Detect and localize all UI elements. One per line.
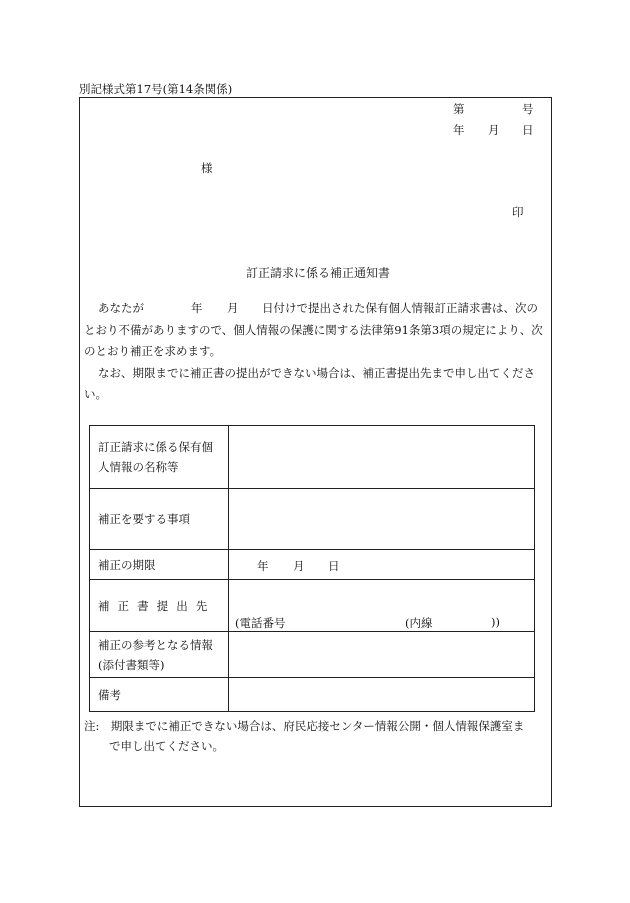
date-year: 年	[453, 123, 465, 137]
table-row	[90, 550, 535, 580]
remarks-field[interactable]	[229, 678, 535, 712]
row-label-reference-info	[90, 632, 229, 678]
extension-label: (内線	[405, 616, 433, 630]
deadline-month: 月	[293, 559, 305, 573]
submit-to-field[interactable]	[229, 580, 535, 632]
body-line-3: のとおり補正を求めます。	[84, 344, 222, 358]
doc-number-suffix: 号	[522, 102, 534, 116]
body-line-1-month: 月	[227, 301, 239, 315]
row-label-record-name-line2: 人情報の名称等	[98, 460, 179, 474]
body-line-1-rest: 日付けで提出された保有個人情報訂正請求書は、次の	[262, 301, 538, 315]
row-label-items: 補正を要する事項	[90, 489, 229, 550]
note-line-1: 注: 期限までに補正できない場合は、府民応接センター情報公開・個人情報保護室ま	[84, 719, 525, 733]
body-line-5: い。	[84, 387, 107, 401]
row-label-reference-info-line2: (添付書類等)	[98, 657, 165, 672]
correction-table	[89, 425, 535, 712]
body-line-2: とおり不備がありますので、個人情報の保護に関する法律第91条第3項の規定により、次	[84, 323, 543, 337]
row-label-record-name-line1: 訂正請求に係る保有個	[98, 440, 213, 454]
record-name-field[interactable]	[229, 426, 535, 489]
table-row	[90, 632, 535, 678]
deadline-day: 日	[328, 559, 340, 573]
seal-mark: 印	[512, 205, 524, 219]
note-line-2: で申し出てください。	[109, 739, 224, 753]
form-number-label: 別記様式第17号(第14条関係)	[79, 82, 233, 96]
reference-info-field[interactable]	[229, 632, 535, 678]
body-line-4: なお、期限までに補正書の提出ができない場合は、補正書提出先まで申し出てくださ	[98, 366, 535, 380]
row-label-record-name	[90, 426, 229, 489]
body-line-1-start: あなたが	[98, 301, 144, 315]
doc-number-prefix: 第	[453, 102, 465, 116]
deadline-field[interactable]	[229, 550, 535, 580]
table-row	[90, 426, 535, 489]
extension-close: ))	[491, 615, 500, 629]
table-row	[90, 580, 535, 632]
deadline-year: 年	[257, 559, 269, 573]
items-field[interactable]	[229, 489, 535, 550]
row-label-deadline: 補正の期限	[90, 550, 229, 580]
row-label-reference-info-line1: 補正の参考となる情報	[98, 637, 213, 652]
body-line-1-year: 年	[191, 301, 203, 315]
addressee-suffix: 様	[201, 161, 213, 175]
table-row	[90, 489, 535, 550]
date-day: 日	[522, 123, 534, 137]
document-title: 訂正請求に係る補正通知書	[246, 266, 391, 280]
row-label-submit-to-text: 補正書提出先	[98, 598, 216, 613]
row-label-remarks: 備考	[90, 678, 229, 712]
row-label-submit-to	[90, 580, 229, 632]
table-row	[90, 678, 535, 712]
date-month: 月	[488, 123, 500, 137]
phone-number-label: (電話番号	[235, 616, 286, 630]
